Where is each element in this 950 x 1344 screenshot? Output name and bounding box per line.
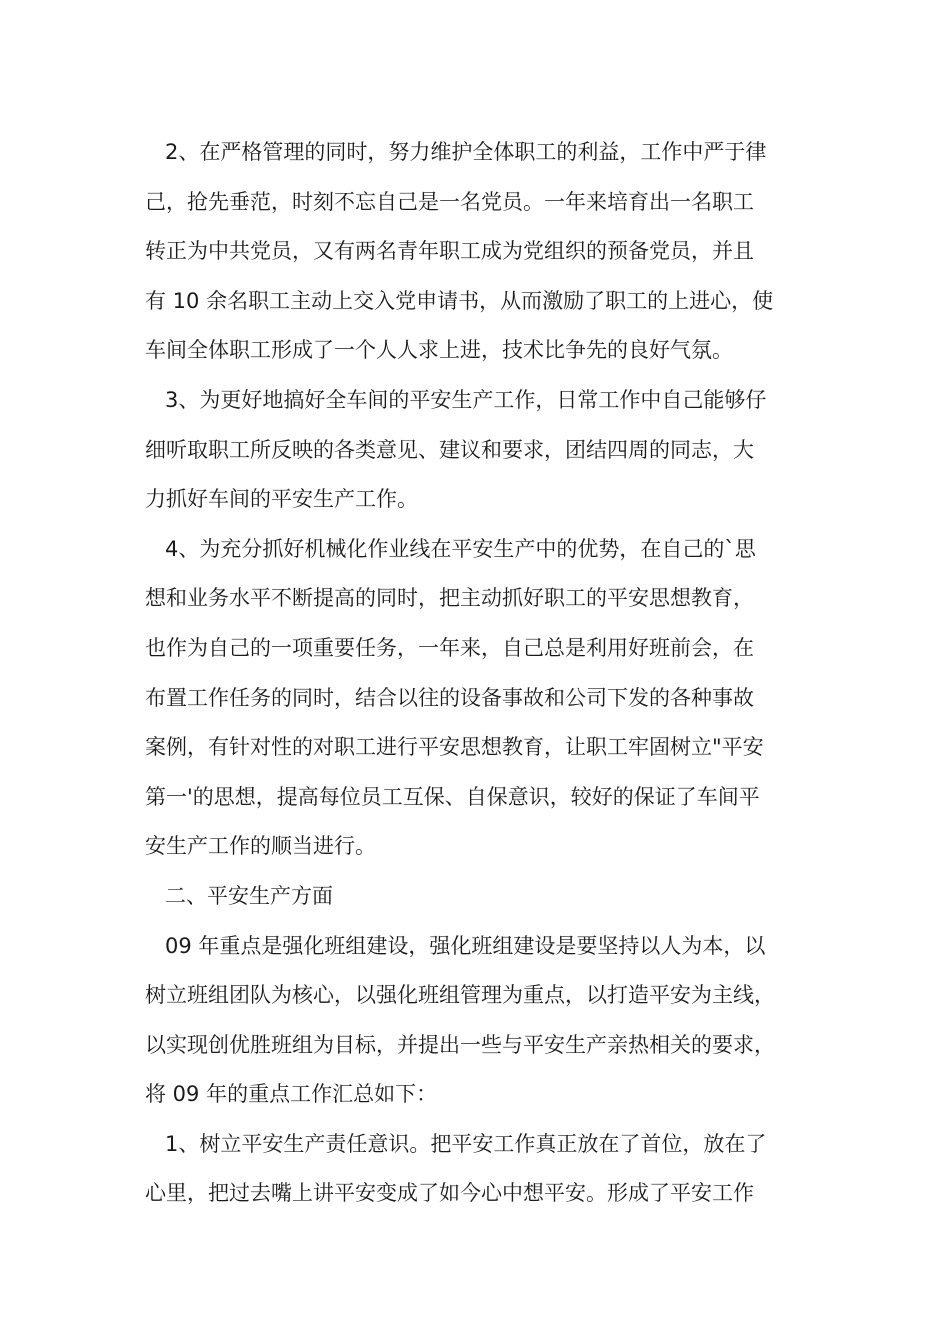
paragraph-line: 有 10 余名职工主动上交入党申请书，从而激励了职工的上进心，使 (145, 288, 774, 313)
paragraph-line: 安生产工作的顺当进行。 (145, 834, 376, 859)
paragraph-line: 转正为中共党员，又有两名青年职工成为党组织的预备党员，并且 (145, 239, 754, 264)
paragraph-line: 己，抢先垂范，时刻不忘自己是一名党员。一年来培育出一名职工 (145, 189, 754, 214)
paragraph-line: 第一'的思想，提高每位员工互保、自保意识，较好的保证了车间平 (145, 784, 760, 809)
paragraph-line: 3、为更好地搞好全车间的平安生产工作，日常工作中自己能够仔 (165, 387, 767, 412)
paragraph-line: 细听取职工所反映的各类意见、建议和要求，团结四周的同志，大 (145, 437, 754, 462)
paragraph-line: 09 年重点是强化班组建设，强化班组建设是要坚持以人为本，以 (165, 933, 766, 958)
paragraph-line: 案例，有针对性的对职工进行平安思想教育，让职工牢固树立"平安 (145, 735, 764, 760)
paragraph-line: 树立班组团队为核心，以强化班组管理为重点，以打造平安为主线， (145, 983, 775, 1008)
paragraph-line: 想和业务水平不断提高的同时，把主动抓好职工的平安思想教育， (145, 586, 754, 611)
section-heading: 二、平安生产方面 (165, 883, 333, 908)
paragraph-line: 力抓好车间的平安生产工作。 (145, 487, 418, 512)
paragraph-line: 布置工作任务的同时，结合以往的设备事故和公司下发的各种事故 (145, 685, 754, 710)
paragraph-line: 4、为充分抓好机械化作业线在平安生产中的优势，在自己的`思 (165, 536, 756, 561)
paragraph-line: 车间全体职工形成了一个人人求上进，技术比争先的良好气氛。 (145, 338, 733, 363)
paragraph-line: 将 09 年的重点工作汇总如下： (145, 1082, 438, 1107)
paragraph-line: 也作为自己的一项重要任务，一年来，自己总是利用好班前会，在 (145, 635, 754, 660)
paragraph-line: 1、树立平安生产责任意识。把平安工作真正放在了首位，放在了 (165, 1131, 767, 1156)
paragraph-line: 心里，把过去嘴上讲平安变成了如今心中想平安。形成了平安工作 (145, 1181, 754, 1206)
document-body (145, 128, 815, 1219)
paragraph-line: 以实现创优胜班组为目标，并提出一些与平安生产亲热相关的要求， (145, 1032, 775, 1057)
paragraph-line: 2、在严格管理的同时，努力维护全体职工的利益，工作中严于律 (165, 140, 767, 164)
